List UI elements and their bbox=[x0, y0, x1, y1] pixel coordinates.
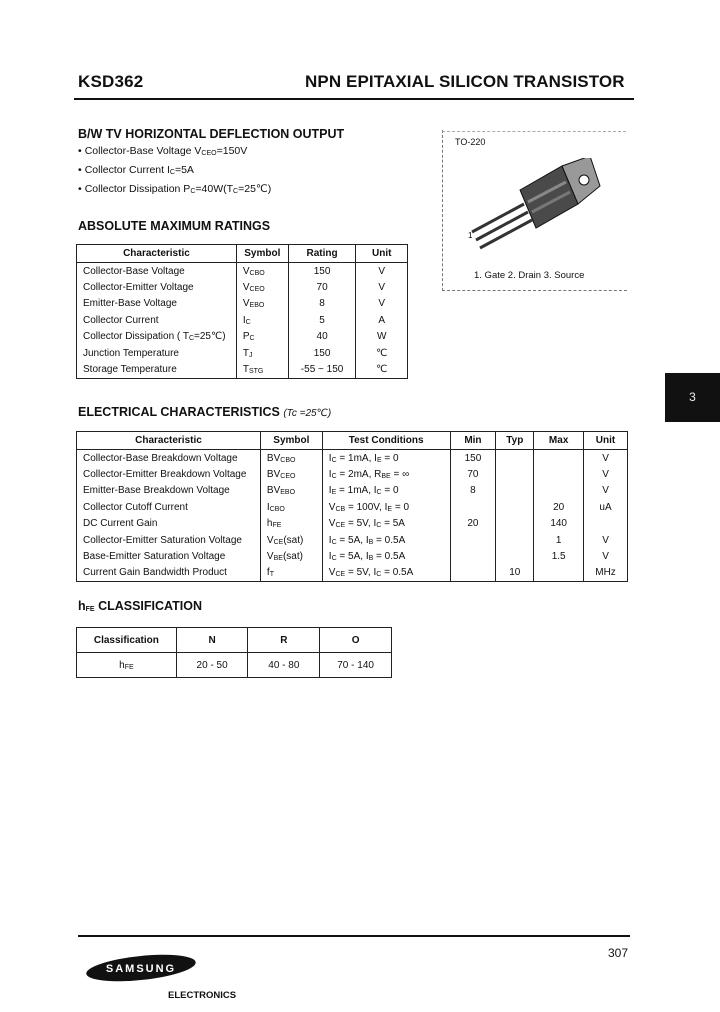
col-rating: Rating bbox=[288, 245, 356, 263]
page-number: 307 bbox=[608, 946, 629, 960]
table-row: Collector Dissipation ( $T_C=25℃$) $P_C$ 40 W bbox=[77, 329, 408, 345]
table-row: Collector-Emitter Saturation Voltage $V_{CE}(sat)$ $I_C = 5A$, $I_B = 0.5A$ 1 V bbox=[77, 532, 628, 548]
table-row: Storage Temperature $T_{STG}$ -55 ~ 150 ℃ bbox=[77, 361, 408, 378]
package-pinout: 1. Gate 2. Drain 3. Source bbox=[474, 270, 585, 281]
col-characteristic: Characteristic bbox=[77, 245, 237, 263]
abs-max-title: ABSOLUTE MAXIMUM RATINGS bbox=[78, 219, 271, 233]
table-header-row: Characteristic Symbol Test Conditions Min Typ Max Unit bbox=[77, 432, 628, 450]
table-row: Collector Cutoff Current $I_{CBO}$ $V_{CB} = 100V$, $I_E = 0$ 20 uA bbox=[77, 499, 628, 515]
table-header-row: Classification N R O bbox=[77, 628, 392, 653]
table-row: Collector-Emitter Breakdown Voltage $BV_{CEO}$ $I_C = 2mA$, $R_{BE}$ = ∞ 70 V bbox=[77, 466, 628, 482]
feature-item: • Collector Current $I_C=5A$ bbox=[78, 162, 271, 181]
package-figure-top-rule bbox=[442, 131, 626, 132]
electrical-table bbox=[76, 431, 628, 582]
col-symbol: Symbol bbox=[236, 245, 288, 263]
package-name: TO-220 bbox=[455, 137, 486, 147]
brand-subtitle: ELECTRONICS bbox=[168, 990, 237, 1001]
electrical-title: ELECTRICAL CHARACTERISTICS (Tc =25℃) bbox=[78, 405, 332, 419]
brand-text: SAMSUNG bbox=[105, 963, 177, 975]
table-row: Base-Emitter Saturation Voltage $V_{BE}(sat)$ $I_C = 5A$, $I_B = 0.5A$ 1.5 V bbox=[77, 548, 628, 564]
table-row: Current Gain Bandwidth Product $f_T$ $V_{CE} = 5V$, $I_C = 0.5A$ 10 MHz bbox=[77, 565, 628, 582]
feature-item: • Collector Dissipation $P_C=40W(T_C=25℃)$ bbox=[78, 181, 271, 200]
pin1-marker: 1 bbox=[468, 231, 473, 240]
application-title: B/W TV HORIZONTAL DEFLECTION OUTPUT bbox=[78, 127, 345, 141]
header-rule bbox=[74, 98, 634, 100]
device-description: NPN EPITAXIAL SILICON TRANSISTOR bbox=[305, 72, 625, 91]
to220-package-drawing bbox=[462, 158, 612, 253]
table-row: DC Current Gain $h_{FE}$ $V_{CE} = 5V$, $I_C = 5A$ 20 140 bbox=[77, 516, 628, 532]
hfe-class-table bbox=[76, 627, 392, 678]
samsung-logo bbox=[85, 954, 197, 982]
feature-list bbox=[78, 143, 271, 200]
table-row: $h_{FE}$ 20 - 50 40 - 80 70 - 140 bbox=[77, 653, 392, 678]
table-row: Collector-Emitter Voltage $V_{CEO}$ 70 V bbox=[77, 279, 408, 295]
table-row: Junction Temperature $T_J$ 150 ℃ bbox=[77, 345, 408, 361]
table-row: Collector Current $I_C$ 5 A bbox=[77, 312, 408, 328]
electrical-condition: (Tc =25℃) bbox=[283, 408, 332, 419]
hfe-class-title: $h_{FE}$ CLASSIFICATION bbox=[78, 599, 202, 613]
table-row: Emitter-Base Breakdown Voltage $BV_{EBO}$ $I_E = 1mA$, $I_C = 0$ 8 V bbox=[77, 483, 628, 499]
table-row: Emitter-Base Voltage $V_{EBO}$ 8 V bbox=[77, 296, 408, 312]
table-header-row bbox=[77, 245, 408, 263]
feature-item: • Collector-Base Voltage $V_{CEO}=150V$ bbox=[78, 143, 271, 162]
table-row: Collector-Base Voltage $V_{CBO}$ 150 V bbox=[77, 263, 408, 280]
footer-rule bbox=[78, 935, 630, 937]
part-number: KSD362 bbox=[78, 72, 144, 91]
package-body bbox=[520, 158, 600, 228]
package-leads bbox=[472, 204, 532, 248]
abs-max-table bbox=[76, 244, 408, 379]
section-tab: 3 bbox=[665, 373, 720, 422]
table-row: Collector-Base Breakdown Voltage $BV_{CBO}$ $I_C = 1mA$, $I_E = 0$ 150 V bbox=[77, 450, 628, 467]
col-unit: Unit bbox=[356, 245, 408, 263]
